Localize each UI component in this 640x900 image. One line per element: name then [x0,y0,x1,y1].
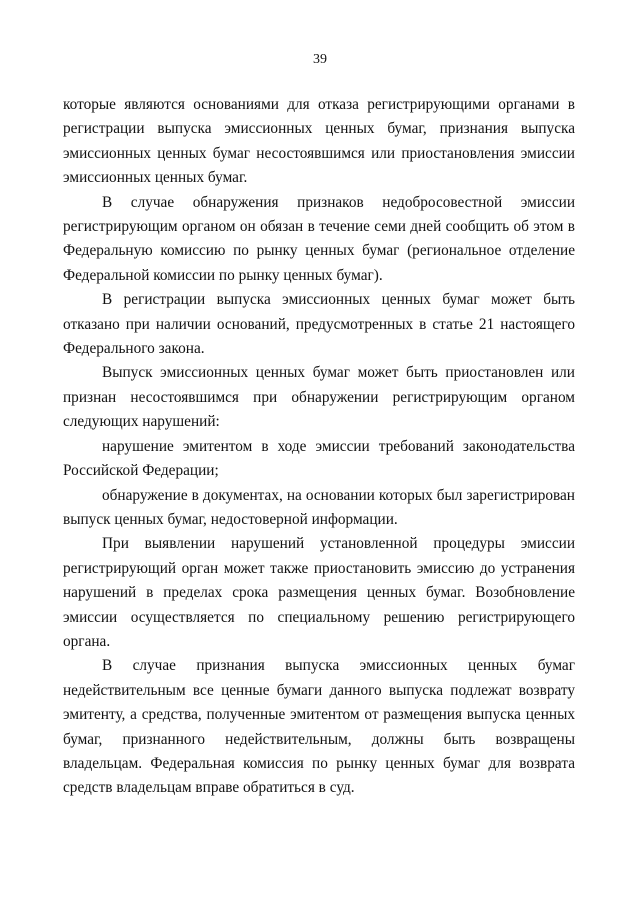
paragraph-invalid-issue: В случае признания выпуска эмиссионных ценных бумаг недействительным все ценные бумаги данного выпуска подлежат возврату эмитенту, а средства, полученные эмитентом от размещения выпуска ценных бумаг, признанного недействительным, должны быть возвращены владельцам. Федеральная комиссия по рынку ценных бумаг для возврата средств владельцам вправе обратиться в суд. [63,657,575,797]
paragraph-suspension-grounds: Выпуск эмиссионных ценных бумаг может быть приостановлен или признан несостоявшимся при обнаружении регистрирующим органом следующих нарушений: [63,364,575,431]
paragraph-false-information: обнаружение в документах, на основании которых был зарегистрирован выпуск ценных бумаг, недостоверной информации. [63,486,575,528]
paragraph-bad-faith-emission: В случае обнаружения признаков недобросовестной эмиссии регистрирующим органом он обязан в течение семи дней сообщить об этом в Федеральную комиссию по рынку ценных бумаг (региональное отделение Федеральной комиссии по рынку ценных бумаг). [63,193,575,284]
paragraph-violation-legislation: нарушение эмитентом в ходе эмиссии требований законодательства Российской Федерации; [63,437,575,480]
document-body [63,93,575,801]
paragraph-registration-refusal: В регистрации выпуска эмиссионных ценных бумаг может быть отказано при наличии оснований, предусмотренных в статье 21 настоящего Федерального закона. [63,291,575,358]
paragraph-procedure-violation: При выявлении нарушений установленной процедуры эмиссии регистрирующий орган может также приостановить эмиссию до устранения нарушений в пределах срока размещения ценных бумаг. Возобновление эмиссии осуществляется по специальному решению регистрирующего органа. [63,535,575,650]
paragraph-continuation: которые являются основаниями для отказа регистрирующими органами в регистрации выпуска эмиссионных ценных бумаг, признания выпуска эмиссионных ценных бумаг несостоявшимся или приостановления эмиссии эмиссионных ценных бумаг. [63,96,575,187]
page-number: 39 [313,52,327,67]
